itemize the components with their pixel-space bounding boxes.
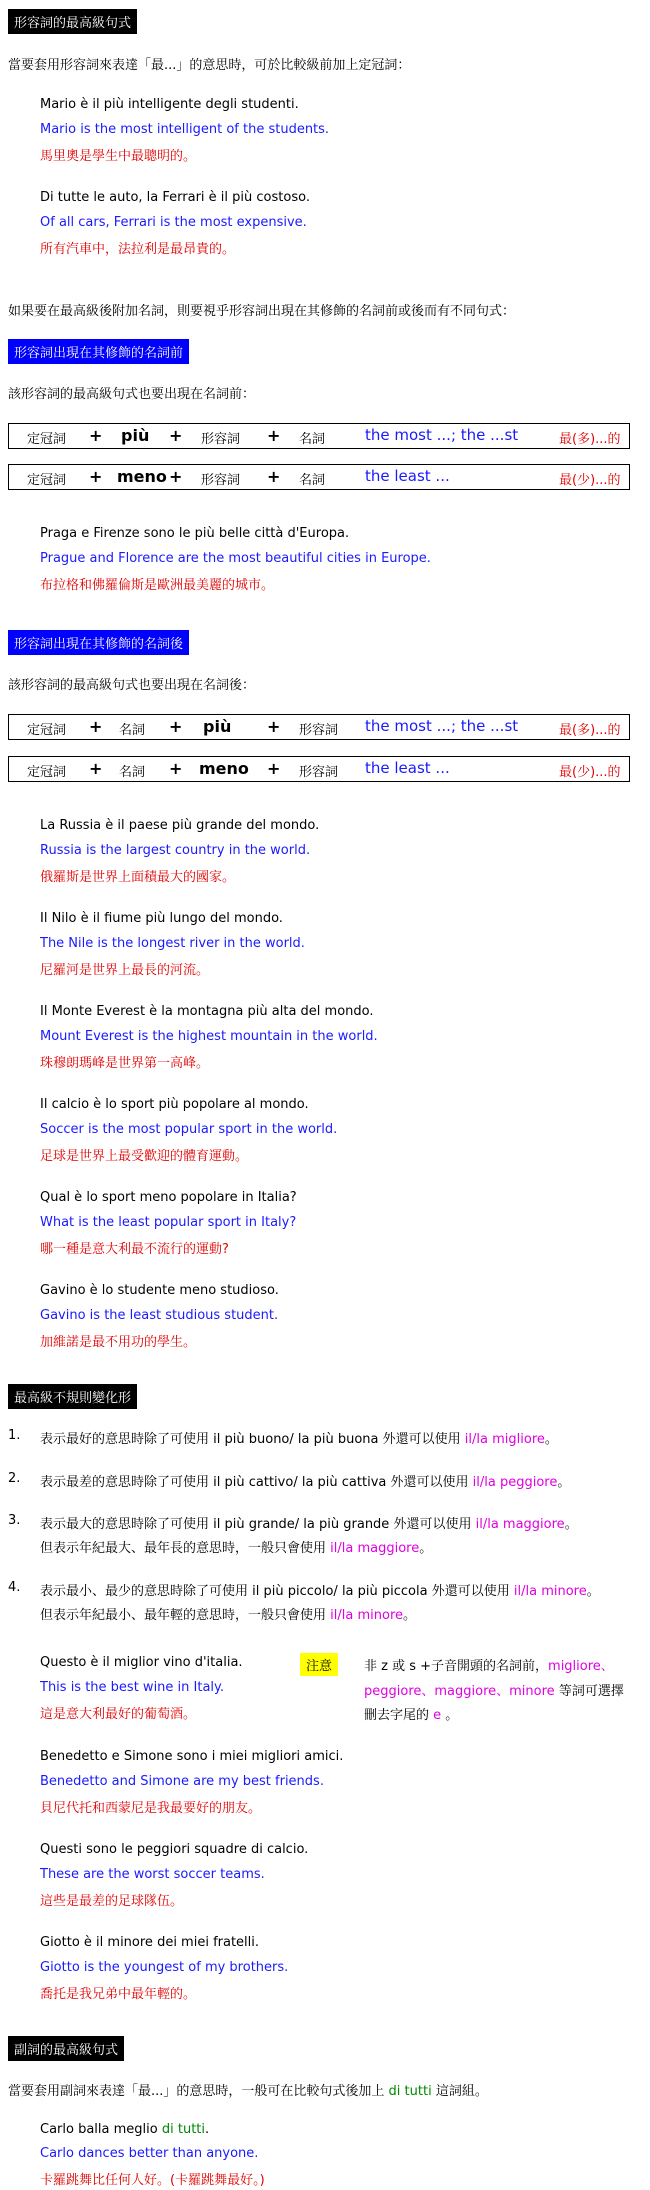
formula-row-most: [8, 714, 630, 740]
formula-plus: +: [169, 467, 183, 486]
formula-cell: 形容詞: [299, 765, 339, 780]
example-english: Russia is the largest country in the world.: [40, 843, 311, 858]
formula-cell: 定冠詞: [27, 473, 67, 488]
list-item-end: 。: [544, 1432, 558, 1447]
example-chinese: 足球是世界上最受歡迎的體育運動。: [40, 1149, 249, 1164]
formula-cell: 名詞: [119, 765, 146, 780]
example-italian: Questi sono le peggiori squadre di calcio.: [40, 1842, 309, 1857]
example-english: Giotto is the youngest of my brothers.: [40, 1960, 289, 1975]
formula-row-least: [8, 464, 630, 490]
example-italian: Benedetto e Simone sono i miei migliori amici.: [40, 1749, 344, 1764]
example-chinese: 馬里奧是學生中最聰明的。: [40, 149, 197, 164]
formula-cell: 名詞: [299, 473, 326, 488]
formula-chinese: 最(少)...的: [559, 765, 621, 780]
example-italian-text: Carlo balla meglio: [40, 2122, 158, 2137]
intro-text: 這詞組。: [435, 2084, 488, 2099]
example-italian: Questo è il miglior vino d'italia.: [40, 1655, 243, 1670]
example-english: Soccer is the most popular sport in the world.: [40, 1122, 338, 1137]
list-item-italian: il più buono/ la più buona: [213, 1432, 379, 1447]
example-english: Carlo dances better than anyone.: [40, 2146, 259, 2161]
list-item: [40, 1580, 600, 1599]
note-tag: 注意: [300, 1653, 338, 1676]
section-header-adjective-superlative: 形容詞的最高級句式: [8, 9, 137, 34]
list-item: [40, 1471, 570, 1490]
intro-text: 當要套用副詞來表達「最...」的意思時，一般可在比較句式後加上: [8, 2084, 385, 2099]
list-item-text: 但表示年紀最大、最年長的意思時，一般只會使用: [40, 1541, 327, 1556]
formula-chinese: 最(多)...的: [559, 432, 621, 447]
list-item-second-line: [40, 1604, 416, 1623]
note-line: [364, 1680, 624, 1699]
list-item-second-line: [40, 1537, 432, 1556]
list-item-end: 。: [564, 1517, 578, 1532]
note-text: 非 z 或 s +子音開頭的名詞前，: [364, 1659, 549, 1674]
formula-plus: +: [169, 717, 183, 736]
example-chinese: 這是意大利最好的葡萄酒。: [40, 1707, 197, 1722]
list-item-alternative: il/la maggiore: [330, 1541, 420, 1556]
formula-keyword: più: [203, 717, 232, 736]
formula-plus: +: [267, 759, 281, 778]
section-intro: 當要套用形容詞來表達「最...」的意思時，可於比較級前加上定冠詞：: [8, 58, 411, 73]
section-header-irregular-superlative: 最高級不規則變化形: [8, 1384, 137, 1409]
list-item-text: 表示最好的意思時除了可使用: [40, 1432, 210, 1447]
list-item: [40, 1513, 578, 1532]
note-text: 等詞可選擇: [558, 1684, 624, 1699]
formula-row-least: [8, 756, 630, 782]
formula-plus: +: [267, 426, 281, 445]
example-chinese: 布拉格和佛羅倫斯是歐洲最美麗的城市。: [40, 578, 275, 593]
example-italian: Il Monte Everest è la montagna più alta del mondo.: [40, 1004, 374, 1019]
example-italian: [40, 2122, 209, 2137]
formula-chinese: 最(多)...的: [559, 723, 621, 738]
formula-cell: 名詞: [119, 723, 146, 738]
example-english: These are the worst soccer teams.: [40, 1867, 265, 1882]
section-intro: 該形容詞的最高級句式也要出現在名詞前：: [8, 387, 256, 402]
list-item-alternative: il/la peggiore: [472, 1475, 558, 1490]
list-item-alternative: il/la minore: [330, 1608, 403, 1623]
example-italian: Gavino è lo studente meno studioso.: [40, 1283, 279, 1298]
intro-italian: di tutti: [388, 2084, 432, 2099]
list-item-end: 。: [586, 1584, 600, 1599]
list-item-end: 。: [557, 1475, 571, 1490]
example-chinese: 俄羅斯是世界上面積最大的國家。: [40, 870, 236, 885]
example-italian-highlight: di tutti: [161, 2122, 205, 2137]
formula-plus: +: [89, 717, 103, 736]
list-item-number: 1.: [8, 1428, 21, 1443]
section-header-adjective-after-noun: 形容詞出現在其修飾的名詞後: [8, 630, 189, 655]
formula-english: the least ...: [365, 467, 450, 485]
list-item-text: 但表示年紀最小、最年輕的意思時，一般只會使用: [40, 1608, 327, 1623]
list-item-text: 外還可以使用: [393, 1517, 472, 1532]
list-item-text: 表示最差的意思時除了可使用: [40, 1475, 210, 1490]
list-item-end: 。: [403, 1608, 417, 1623]
formula-cell: 定冠詞: [27, 432, 67, 447]
formula-english: the most ...; the ...st: [365, 717, 519, 735]
example-english: Mario is the most intelligent of the students.: [40, 122, 330, 137]
note-text: 。: [445, 1708, 459, 1723]
list-item-italian: il più piccolo/ la più piccola: [252, 1584, 428, 1599]
list-item-text: 表示最小、最少的意思時除了可使用: [40, 1584, 249, 1599]
note-line: [364, 1704, 458, 1723]
section-intro: 該形容詞的最高級句式也要出現在名詞後：: [8, 678, 256, 693]
list-item-number: 2.: [8, 1471, 21, 1486]
example-chinese: 這些是最差的足球隊伍。: [40, 1894, 184, 1909]
formula-keyword: meno: [199, 759, 249, 778]
note-alternative: migliore、: [548, 1659, 614, 1674]
formula-plus: +: [89, 759, 103, 778]
example-english: Prague and Florence are the most beautiful cities in Europe.: [40, 551, 431, 566]
example-english: Gavino is the least studious student.: [40, 1308, 279, 1323]
list-item: [40, 1428, 558, 1447]
formula-cell: 定冠詞: [27, 723, 67, 738]
note-alternative: peggiore、maggiore、minore: [364, 1684, 555, 1699]
formula-plus: +: [89, 467, 103, 486]
example-chinese: 哪一種是意大利最不流行的運動?: [40, 1242, 229, 1257]
formula-keyword: più: [121, 426, 150, 445]
formula-row-most: [8, 423, 630, 449]
section-header-adjective-before-noun: 形容詞出現在其修飾的名詞前: [8, 339, 189, 364]
example-english: What is the least popular sport in Italy?: [40, 1215, 297, 1230]
formula-keyword: meno: [117, 467, 167, 486]
list-item-text: 外還可以使用: [431, 1584, 510, 1599]
example-italian: Giotto è il minore dei miei fratelli.: [40, 1935, 260, 1950]
formula-cell: 形容詞: [299, 723, 339, 738]
example-italian: Mario è il più intelligente degli studenti.: [40, 97, 299, 112]
formula-plus: +: [267, 467, 281, 486]
formula-cell: 名詞: [299, 432, 326, 447]
example-english: Of all cars, Ferrari is the most expensive.: [40, 215, 307, 230]
formula-english: the least ...: [365, 759, 450, 777]
list-item-text: 外還可以使用: [382, 1432, 461, 1447]
example-chinese: 珠穆朗瑪峰是世界第一高峰。: [40, 1056, 210, 1071]
formula-plus: +: [89, 426, 103, 445]
example-english: This is the best wine in Italy.: [40, 1680, 225, 1695]
list-item-italian: il più grande/ la più grande: [213, 1517, 390, 1532]
example-italian: Praga e Firenze sono le più belle città d'Europa.: [40, 526, 350, 541]
example-chinese: 貝尼代托和西蒙尼是我最要好的朋友。: [40, 1801, 262, 1816]
formula-cell: 形容詞: [201, 473, 241, 488]
example-italian-end: .: [205, 2122, 210, 2137]
formula-cell: 形容詞: [201, 432, 241, 447]
formula-chinese: 最(少)...的: [559, 473, 621, 488]
list-item-text: 外還可以使用: [390, 1475, 469, 1490]
list-item-alternative: il/la migliore: [464, 1432, 545, 1447]
list-item-text: 表示最大的意思時除了可使用: [40, 1517, 210, 1532]
example-chinese: 喬托是我兄弟中最年輕的。: [40, 1987, 197, 2002]
example-english: The Nile is the longest river in the world.: [40, 936, 305, 951]
example-italian: La Russia è il paese più grande del mondo.: [40, 818, 320, 833]
list-item-alternative: il/la maggiore: [475, 1517, 565, 1532]
note-text: 刪去字尾的: [364, 1708, 430, 1723]
formula-plus: +: [169, 426, 183, 445]
formula-english: the most ...; the ...st: [365, 426, 519, 444]
example-chinese: 卡羅跳舞比任何人好。(卡羅跳舞最好。): [40, 2173, 265, 2188]
example-chinese: 所有汽車中，法拉利是最昂貴的。: [40, 242, 236, 257]
list-item-italian: il più cattivo/ la più cattiva: [213, 1475, 387, 1490]
example-italian: Di tutte le auto, la Ferrari è il più costoso.: [40, 190, 310, 205]
section-header-adverb-superlative: 副詞的最高級句式: [8, 2036, 124, 2061]
section-note: 如果要在最高級後附加名詞，則要視乎形容詞出現在其修飾的名詞前或後而有不同句式：: [8, 304, 516, 319]
formula-cell: 定冠詞: [27, 765, 67, 780]
list-item-end: 。: [419, 1541, 433, 1556]
list-item-alternative: il/la minore: [513, 1584, 587, 1599]
example-english: Mount Everest is the highest mountain in the world.: [40, 1029, 378, 1044]
example-english: Benedetto and Simone are my best friends.: [40, 1774, 324, 1789]
note-line: [364, 1655, 614, 1674]
list-item-number: 3.: [8, 1513, 21, 1528]
list-item-number: 4.: [8, 1580, 21, 1595]
example-italian: Il Nilo è il fiume più lungo del mondo.: [40, 911, 283, 926]
example-chinese: 加維諾是最不用功的學生。: [40, 1335, 197, 1350]
formula-plus: +: [267, 717, 281, 736]
example-chinese: 尼羅河是世界上最長的河流。: [40, 963, 210, 978]
note-letter: e: [433, 1708, 442, 1723]
example-italian: Il calcio è lo sport più popolare al mondo.: [40, 1097, 309, 1112]
section-intro: [8, 2080, 488, 2099]
example-italian: Qual è lo sport meno popolare in Italia?: [40, 1190, 297, 1205]
formula-plus: +: [169, 759, 183, 778]
